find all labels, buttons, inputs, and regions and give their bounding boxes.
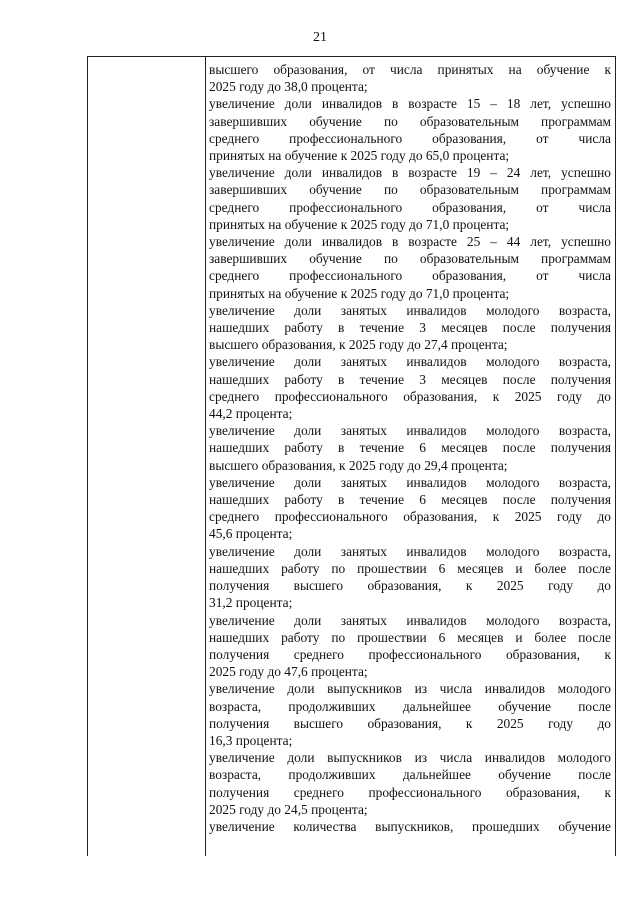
text-line: нашедших работу по прошествии 6 месяцев и более после — [209, 560, 611, 576]
text-line: увеличение доли занятых инвалидов молодого возраста, — [209, 543, 611, 559]
list-item — [209, 749, 611, 818]
text-line: принятых на обучение к 2025 году до 71,0 процента; — [209, 216, 510, 232]
list-item — [209, 680, 611, 749]
text-line: завершивших обучение по образовательным программам — [209, 251, 611, 267]
page-number: 21 — [313, 30, 327, 45]
text-line: увеличение доли инвалидов в возрасте 15 – 18 лет, успешно — [209, 96, 611, 112]
list-item — [209, 818, 611, 835]
text-line: 2025 году до 38,0 процента; — [209, 79, 368, 95]
text-line: 31,2 процента; — [209, 595, 293, 611]
list-item — [209, 612, 611, 681]
text-line: увеличение доли занятых инвалидов молодого возраста, — [209, 474, 611, 490]
list-item — [209, 61, 611, 95]
text-line: среднего профессионального образования, к 2025 году до — [209, 388, 611, 404]
list-item — [209, 422, 611, 474]
text-line: увеличение доли занятых инвалидов молодого возраста, — [209, 423, 611, 439]
text-line: нашедших работу в течение 3 месяцев после получения — [209, 320, 611, 336]
list-item — [209, 543, 611, 612]
text-line: принятых на обучение к 2025 году до 65,0 процента; — [209, 148, 510, 164]
text-line: увеличение доли инвалидов в возрасте 19 – 24 лет, успешно — [209, 165, 611, 181]
list-item — [209, 164, 611, 233]
text-line: высшего образования, от числа принятых на обучение к — [209, 62, 611, 77]
list-item — [209, 233, 611, 302]
text-line: увеличение доли занятых инвалидов молодого возраста, — [209, 302, 611, 318]
text-line: среднего профессионального образования, к 2025 году до — [209, 509, 611, 525]
text-line: нашедших работу в течение 6 месяцев после получения — [209, 492, 611, 508]
text-line: высшего образования, к 2025 году до 29,4 процента; — [209, 457, 508, 473]
text-line: нашедших работу по прошествии 6 месяцев и более после — [209, 629, 611, 645]
text-line: возраста, продолживших дальнейшее обучение после — [209, 698, 611, 714]
list-item — [209, 302, 611, 354]
text-line: возраста, продолживших дальнейшее обучение после — [209, 767, 611, 783]
text-line: увеличение доли занятых инвалидов молодого возраста, — [209, 612, 611, 628]
document-table — [87, 56, 616, 856]
text-line: завершивших обучение по образовательным программам — [209, 182, 611, 198]
text-line: среднего профессионального образования, от числа — [209, 199, 611, 215]
list-item — [209, 474, 611, 543]
text-line: завершивших обучение по образовательным программам — [209, 113, 611, 129]
text-line: нашедших работу в течение 6 месяцев после получения — [209, 440, 611, 456]
text-line: увеличение доли выпускников из числа инвалидов молодого — [209, 681, 611, 697]
text-line: получения высшего образования, к 2025 году до — [209, 578, 611, 594]
text-line: 2025 году до 24,5 процента; — [209, 801, 368, 817]
table-left-column — [88, 57, 206, 856]
text-line: увеличение доли инвалидов в возрасте 25 – 44 лет, успешно — [209, 234, 611, 250]
text-line: увеличение доли выпускников из числа инвалидов молодого — [209, 750, 611, 766]
table-right-column — [209, 57, 611, 835]
text-line: увеличение доли занятых инвалидов молодого возраста, — [209, 354, 611, 370]
list-item — [209, 353, 611, 422]
text-line: принятых на обучение к 2025 году до 71,0 процента; — [209, 285, 510, 301]
text-line: получения высшего образования, к 2025 году до — [209, 715, 611, 731]
text-line: получения среднего профессионального образования, к — [209, 784, 611, 800]
text-line: среднего профессионального образования, от числа — [209, 130, 611, 146]
text-line: высшего образования, к 2025 году до 27,4 процента; — [209, 337, 508, 353]
text-line: 45,6 процента; — [209, 526, 293, 542]
list-item — [209, 95, 611, 164]
text-line: среднего профессионального образования, от числа — [209, 268, 611, 284]
text-line: 44,2 процента; — [209, 406, 293, 422]
text-line: 16,3 процента; — [209, 732, 293, 748]
text-line: получения среднего профессионального образования, к — [209, 646, 611, 662]
text-line: нашедших работу в течение 3 месяцев после получения — [209, 371, 611, 387]
text-line: 2025 году до 47,6 процента; — [209, 664, 368, 680]
text-line: увеличение количества выпускников, прошедших обучение — [209, 818, 611, 834]
